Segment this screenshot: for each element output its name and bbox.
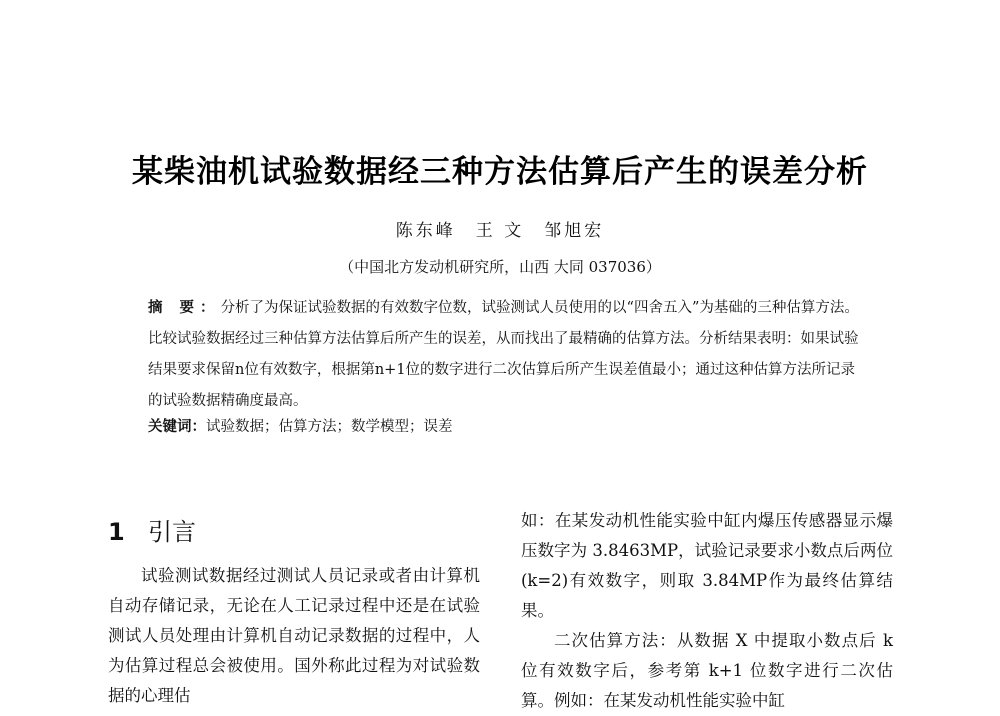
right-paragraph-1: 如：在某发动机性能实验中缸内爆压传感器显示爆压数字为 3.8463MP，试验记录要求小数点后两位(k=2)有效数字，则取 3.84MP作为最终估算结果。 xyxy=(521,511,893,620)
keywords-label: 关键词： xyxy=(148,419,206,435)
keywords xyxy=(148,415,860,439)
abstract-label: 摘 要： xyxy=(148,300,221,316)
section-number: 1 xyxy=(108,518,125,546)
intro-paragraph: 试验测试数据经过测试人员记录或者由计算机自动存储记录，无论在人工记录过程中还是在试验测试人员处理由计算机自动记录数据的过程中，人为估算过程总会被使用。国外称此过程为对试验数据的心理估 xyxy=(108,566,480,705)
abstract-text: 分析了为保证试验数据的有效数字位数，试验测试人员使用的以“四舍五入”为基础的三种估算方法。比较试验数据经过三种估算方法估算后所产生的误差，从而找出了最精确的估算方法。分析结果表明：如果试验结果要求保留n位有效数字，根据第n+1位的数字进行二次估算后所产生误差值最小；通过这种估算方法所记录的试验数据精确度最高。 xyxy=(148,300,859,409)
section-title: 引言 xyxy=(148,518,196,546)
right-paragraph-2: 二次估算方法：从数据 X 中提取小数点后 k 位有效数字后，参考第 k+1 位数字进行二次估算。例如：在某发动机性能实验中缸 xyxy=(521,631,893,710)
right-column xyxy=(521,506,893,716)
abstract xyxy=(148,293,860,417)
affiliation: （中国北方发动机研究所，山西 大同 037036） xyxy=(339,258,661,276)
paper-title: 某柴油机试验数据经三种方法估算后产生的误差分析 xyxy=(132,154,868,190)
keywords-text: 试验数据；估算方法；数学模型；误差 xyxy=(206,419,453,435)
section-heading xyxy=(108,515,480,549)
authors: 陈东峰 王 文 邹旭宏 xyxy=(395,221,605,241)
left-column xyxy=(108,515,480,711)
